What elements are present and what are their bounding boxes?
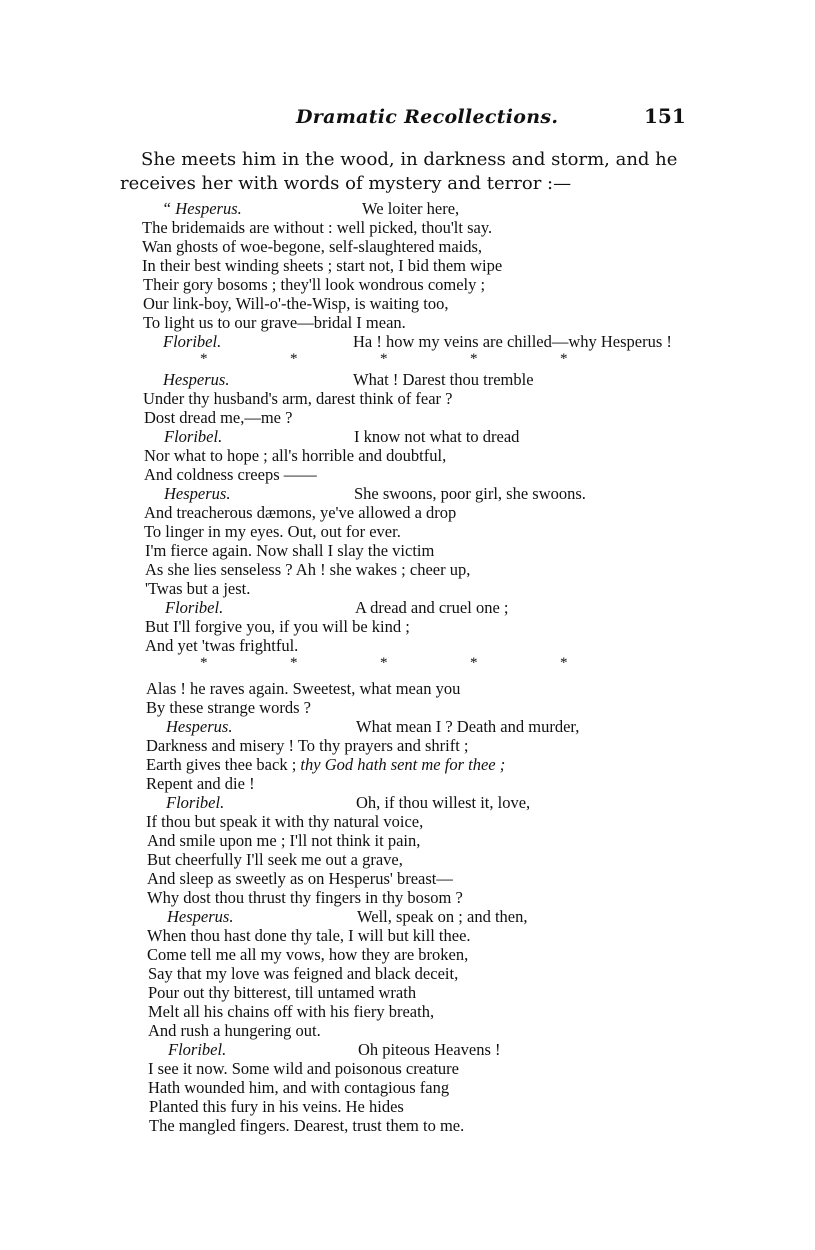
line-text: A dread and cruel one ; (355, 598, 509, 617)
line-text: Earth gives thee back ; (146, 755, 301, 774)
line-text: And treacherous dæmons, ye've allowed a drop (144, 503, 457, 522)
speaker-name: Floribel. (166, 793, 225, 812)
verse-line (142, 218, 492, 237)
speaker-name: Hesperus. (166, 717, 233, 736)
verse-line (143, 389, 453, 408)
verse-line (146, 812, 423, 831)
asterisk: * (290, 351, 298, 367)
line-text: Say that my love was feigned and black deceit, (148, 964, 459, 983)
verse-line (149, 1116, 464, 1135)
line-text: Well, speak on ; and then, (357, 907, 528, 926)
line-text: Their gory bosoms ; they'll look wondrous comely ; (143, 275, 486, 294)
verse-line (147, 831, 420, 850)
line-text: What mean I ? Death and murder, (356, 717, 580, 736)
verse-line (144, 408, 292, 427)
asterisk: * (290, 655, 298, 671)
verse-line (145, 560, 470, 579)
line-text: Pour out thy bitterest, till untamed wrath (148, 983, 417, 1002)
line-text: Wan ghosts of woe-begone, self-slaughtered maids, (142, 237, 483, 256)
line-text: Why dost thou thrust thy fingers in thy bosom ? (147, 888, 463, 907)
line-text: She swoons, poor girl, she swoons. (354, 484, 586, 503)
line-text: Dost dread me,—me ? (144, 408, 293, 427)
verse-line (148, 1021, 321, 1040)
line-text: I know not what to dread (354, 427, 520, 446)
asterisk: * (200, 351, 208, 367)
stars-divider (200, 655, 650, 672)
verse-line (146, 774, 255, 793)
speaker-line (164, 427, 519, 446)
line-text: Hath wounded him, and with contagious fang (148, 1078, 450, 1097)
verse-line (147, 945, 468, 964)
speaker-line (166, 717, 579, 736)
verse-line (144, 465, 317, 484)
line-text: By these strange words ? (146, 698, 311, 717)
verse-line (145, 636, 298, 655)
line-text: Alas ! he raves again. Sweetest, what mean you (146, 679, 461, 698)
line-text: Our link-boy, Will-o'-the-Wisp, is waiting too, (143, 294, 449, 313)
line-text: I'm fierce again. Now shall I slay the victim (145, 541, 435, 560)
verse-line (146, 755, 505, 774)
asterisk: * (470, 655, 478, 671)
line-text: Come tell me all my vows, how they are broken, (147, 945, 469, 964)
asterisk: * (200, 655, 208, 671)
verse-line (148, 1059, 459, 1078)
line-text: And coldness creeps —— (144, 465, 317, 484)
verse-line (148, 1078, 449, 1097)
asterisk: * (380, 655, 388, 671)
line-text: Melt all his chains off with his fiery breath, (148, 1002, 435, 1021)
intro-line: receives her with words of mystery and terror :— (120, 173, 572, 194)
asterisk: * (560, 655, 568, 671)
speaker-name: Hesperus. (167, 907, 234, 926)
speaker-line (163, 332, 672, 351)
speaker-line (165, 598, 508, 617)
line-text: But I'll forgive you, if you will be kind ; (145, 617, 410, 636)
line-text: We loiter here, (362, 199, 460, 218)
intro-line: She meets him in the wood, in darkness and storm, and he (141, 149, 678, 170)
line-text: Nor what to hope ; all's horrible and doubtful, (144, 446, 447, 465)
speaker-name: Floribel. (165, 598, 224, 617)
verse-line (147, 850, 403, 869)
verse-line (147, 926, 471, 945)
line-text: I see it now. Some wild and poisonous creature (148, 1059, 459, 1078)
verse-line (148, 1002, 434, 1021)
verse-line (146, 736, 469, 755)
verse-line (144, 446, 446, 465)
line-text: Ha ! how my veins are chilled—why Hesperus ! (353, 332, 672, 351)
line-text: In their best winding sheets ; start not, I bid them wipe (142, 256, 503, 275)
asterisk: * (470, 351, 478, 367)
running-header: Dramatic Recollections. (296, 106, 559, 128)
verse-line (143, 275, 485, 294)
page-number: 151 (644, 104, 686, 128)
verse-line (143, 313, 406, 332)
stars-divider (200, 351, 650, 368)
verse-line (147, 869, 453, 888)
line-text: And rush a hungering out. (148, 1021, 321, 1040)
verse-line (148, 983, 416, 1002)
line-text: And sleep as sweetly as on Hesperus' breast— (147, 869, 453, 888)
speaker-line (166, 793, 530, 812)
line-text: 'Twas but a jest. (145, 579, 251, 598)
speaker-line (162, 199, 459, 218)
verse-line (145, 579, 250, 598)
line-text: The bridemaids are without : well picked, thou'lt say. (142, 218, 493, 237)
line-text: As she lies senseless ? Ah ! she wakes ; cheer up, (145, 560, 471, 579)
verse-line (143, 294, 448, 313)
verse-line (148, 964, 458, 983)
speaker-name: Floribel. (164, 427, 223, 446)
line-text: Planted this fury in his veins. He hides (149, 1097, 404, 1116)
verse-line (146, 698, 311, 717)
verse-line (142, 256, 502, 275)
speaker-name: Hesperus. (163, 370, 230, 389)
verse-line (142, 237, 482, 256)
line-text: When thou hast done thy tale, I will but kill thee. (147, 926, 471, 945)
line-text: But cheerfully I'll seek me out a grave, (147, 850, 403, 869)
line-text: If thou but speak it with thy natural voice, (146, 812, 424, 831)
speaker-line (167, 907, 528, 926)
verse-line (144, 522, 401, 541)
verse-line (146, 679, 460, 698)
line-text: And yet 'twas frightful. (145, 636, 299, 655)
line-text: Under thy husband's arm, darest think of fear ? (143, 389, 453, 408)
speaker-name: Floribel. (168, 1040, 227, 1059)
italic-phrase: thy God hath sent me for thee ; (300, 755, 506, 774)
line-text: What ! Darest thou tremble (353, 370, 534, 389)
speaker-line (164, 484, 586, 503)
verse-line (145, 541, 434, 560)
verse-line (149, 1097, 404, 1116)
asterisk: * (380, 351, 388, 367)
line-text: Oh, if thou willest it, love, (356, 793, 531, 812)
line-text: And smile upon me ; I'll not think it pain, (147, 831, 421, 850)
speaker-name: Floribel. (163, 332, 222, 351)
line-text: Darkness and misery ! To thy prayers and shrift ; (146, 736, 469, 755)
line-text: The mangled fingers. Dearest, trust them to me. (149, 1116, 465, 1135)
verse-line (147, 888, 463, 907)
line-text: Oh piteous Heavens ! (358, 1040, 501, 1059)
asterisk: * (560, 351, 568, 367)
line-text: To light us to our grave—bridal I mean. (143, 313, 406, 332)
speaker-line (168, 1040, 501, 1059)
speaker-name: “ Hesperus. (162, 199, 242, 218)
speaker-line (163, 370, 534, 389)
speaker-name: Hesperus. (164, 484, 231, 503)
verse-line (145, 617, 410, 636)
line-text: Repent and die ! (146, 774, 255, 793)
line-text: To linger in my eyes. Out, out for ever. (144, 522, 401, 541)
verse-line (144, 503, 456, 522)
